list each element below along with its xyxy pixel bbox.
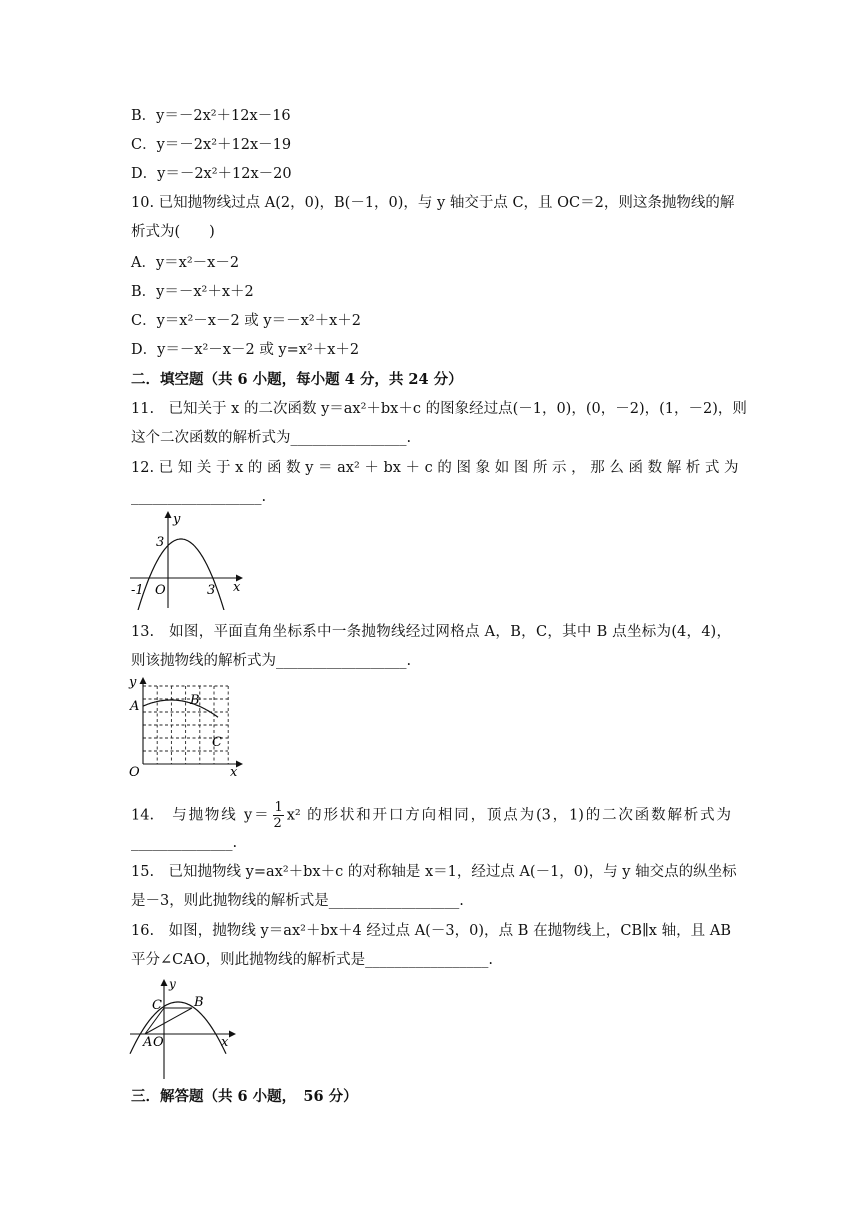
q16-line1: 16. 如图，抛物线 y＝ax²＋bx＋4 经过点 A(－3，0)，点 B 在抛物线上，CB∥x 轴，且 AB [131, 923, 731, 939]
q11-line1: 11. 已知关于 x 的二次函数 y＝ax²＋bx＋c 的图象经过点(－1，0)，(0，－2)，(1，－2)，则 [131, 401, 747, 417]
q10-option-a: A．y＝x²－x－2 [131, 255, 240, 271]
q14-fraction [273, 800, 283, 831]
q12-x-label: x [233, 580, 241, 595]
q9-option-c: C．y＝－2x²＋12x－19 [131, 137, 292, 153]
q13-line1: 13. 如图，平面直角坐标系中一条抛物线经过网格点 A，B，C，其中 B 点坐标为(4，4)， [131, 624, 731, 640]
section3-heading: 三．解答题（共 6 小题， 56 分） [131, 1088, 358, 1105]
q16-x-arrow-icon [229, 1031, 236, 1038]
q13-origin-label: O [129, 765, 140, 780]
q13-grid-figure [126, 674, 246, 780]
q16-line2: 平分∠CAO，则此抛物线的解析式是_________________. [131, 952, 493, 968]
q10-option-b: B．y＝－x²＋x＋2 [131, 284, 254, 300]
q10-stem-line2: 析式为( ) [131, 224, 215, 240]
q13-dashed-grid [143, 686, 228, 764]
q14-fraction-num: 1 [274, 800, 283, 815]
section2-heading: 二．填空题（共 6 小题，每小题 4 分，共 24 分） [131, 371, 463, 388]
q16-parabola-figure [126, 974, 246, 1082]
q12-line1: 12. 已 知 关 于 x 的 函 数 y ＝ ax² ＋ bx ＋ c 的 图 象 如 图 所 示 ， 那 么 函 数 解 析 式 为 [131, 460, 739, 476]
q16-origin-label: O [153, 1035, 164, 1050]
q15-line2: 是－3，则此抛物线的解析式是__________________. [131, 893, 464, 909]
q14-prefix: 14. 与抛物线 y＝ [131, 807, 271, 824]
q14-fraction-den: 2 [273, 816, 282, 831]
q12-tick-y-label: 3 [156, 535, 165, 550]
q13-line2: 则该抛物线的解析式为__________________. [131, 653, 412, 669]
q9-option-d: D．y＝－2x²＋12x－20 [131, 166, 292, 182]
q16-point-c-label: C [152, 998, 162, 1013]
q13-point-b-label: B [190, 693, 200, 708]
q13-x-label: x [230, 765, 238, 780]
q10-stem-line1: 10. 已知抛物线过点 A(2，0)，B(－1，0)，与 y 轴交于点 C，且 OC＝2，则这条抛物线的解 [131, 195, 735, 211]
q12-tick-neg-label: -1 [131, 583, 144, 598]
q15-line1: 15. 已知抛物线 y=ax²＋bx＋c 的对称轴是 x＝1，经过点 A(－1，0)，与 y 轴交点的纵坐标 [131, 864, 737, 880]
q16-y-label: y [169, 977, 176, 991]
q10-option-d: D．y＝－x²－x－2 或 y=x²＋x＋2 [131, 342, 360, 358]
q12-tick-x-label: 3 [207, 583, 216, 598]
q12-parabola-figure [126, 508, 246, 610]
q14-line1 [131, 800, 731, 831]
q13-point-a-label: A [130, 699, 140, 714]
q12-line2: __________________. [131, 489, 267, 505]
q14-line2: ______________. [131, 835, 238, 851]
q9-option-b: B．y＝－2x²＋12x－16 [131, 108, 291, 124]
q13-point-c-label: C [212, 735, 222, 750]
q12-y-label: y [173, 512, 181, 527]
q13-parabola-curve [143, 700, 218, 717]
q16-y-arrow-icon [161, 979, 168, 986]
q11-line2: 这个二次函数的解析式为________________. [131, 430, 412, 446]
q14-suffix: x² 的形状和开口方向相同，顶点为(3，1)的二次函数解析式为 [286, 807, 731, 824]
q12-origin-label: O [155, 583, 166, 598]
q16-point-b-label: B [194, 995, 204, 1010]
q10-option-c: C．y＝x²－x－2 或 y＝－x²＋x＋2 [131, 313, 361, 329]
q16-point-a-label: A [143, 1035, 153, 1050]
q13-y-arrow-icon [140, 677, 147, 684]
q12-y-arrow-icon [165, 511, 172, 518]
q12-parabola-curve [136, 539, 230, 610]
q16-x-label: x [221, 1035, 229, 1050]
q13-y-label: y [129, 675, 137, 690]
